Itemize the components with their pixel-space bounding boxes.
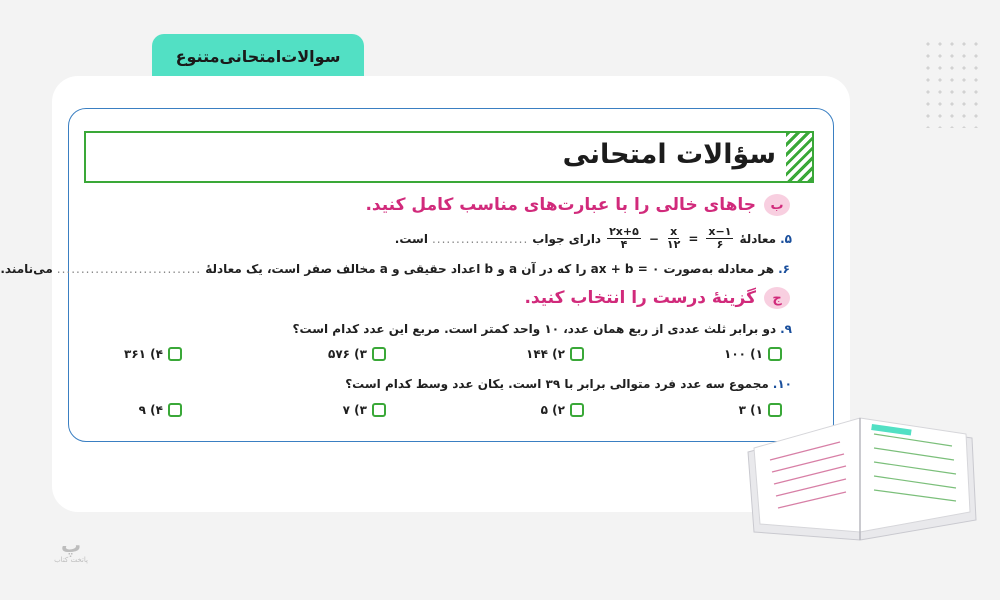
q10-option-4[interactable] bbox=[139, 403, 182, 417]
q10-option-3-label: ۳) ۷ bbox=[342, 403, 367, 417]
question-6-end: می‌نامند. bbox=[0, 262, 53, 276]
q9-option-4-label: ۴) ۳۶۱ bbox=[124, 347, 163, 361]
checkbox-icon[interactable] bbox=[570, 347, 584, 361]
equals-sign: = bbox=[688, 231, 699, 246]
banner-stripes bbox=[786, 133, 812, 181]
checkbox-icon[interactable] bbox=[372, 403, 386, 417]
fraction-2 bbox=[667, 226, 680, 251]
logo-icon: پ bbox=[60, 533, 82, 557]
question-6-text: هر معادله به‌صورت ۰ = ax + b را که در آن a و b اعداد حقیقی و a مخالف صفر است، یک معادلهٔ bbox=[205, 262, 775, 276]
fraction-3-top: ۲x+۵ bbox=[609, 225, 639, 238]
q10-option-3[interactable] bbox=[343, 403, 386, 417]
q9-option-1-label: ۱) ۱۰۰ bbox=[724, 347, 763, 361]
header-tag bbox=[152, 34, 364, 78]
q9-option-2-label: ۲) ۱۴۴ bbox=[526, 347, 565, 361]
open-book-icon bbox=[740, 382, 980, 552]
fraction-1-bottom: ۶ bbox=[716, 238, 724, 251]
section-b-title: جاهای خالی را با عبارت‌های مناسب کامل کنید. bbox=[365, 195, 756, 215]
question-10-text: مجموع سه عدد فرد متوالی برابر با ۳۹ است. یکان عدد وسط کدام است؟ bbox=[345, 377, 769, 391]
minus-sign: − bbox=[648, 231, 659, 246]
fraction-2-top: x bbox=[670, 225, 678, 238]
q10-option-4-label: ۴) ۹ bbox=[138, 403, 163, 417]
banner-title: سؤالات امتحانی bbox=[562, 139, 776, 170]
question-9-text: دو برابر ثلث عددی از ربع همان عدد، ۱۰ واحد کمتر است. مربع این عدد کدام است؟ bbox=[292, 322, 777, 336]
fraction-3 bbox=[607, 226, 641, 251]
question-5-number: ۵. bbox=[780, 231, 792, 246]
question-5-blank[interactable]: .................... bbox=[431, 231, 529, 246]
q9-option-3[interactable] bbox=[328, 347, 386, 361]
section-c-heading bbox=[524, 287, 790, 309]
decorative-dots bbox=[922, 38, 982, 128]
question-5-lead: معادلهٔ bbox=[739, 231, 777, 246]
checkbox-icon[interactable] bbox=[372, 347, 386, 361]
fraction-3-bottom: ۴ bbox=[620, 238, 628, 251]
fraction-2-bottom: ۱۲ bbox=[666, 238, 681, 251]
question-10-number: ۱۰. bbox=[772, 377, 792, 391]
question-6 bbox=[0, 262, 790, 276]
section-c-title: گزینهٔ درست را انتخاب کنید. bbox=[524, 288, 756, 308]
q9-option-1[interactable] bbox=[724, 347, 782, 361]
q9-option-2[interactable] bbox=[526, 347, 584, 361]
q10-option-2-label: ۲) ۵ bbox=[540, 403, 565, 417]
section-c-badge: ج bbox=[764, 287, 790, 309]
checkbox-icon[interactable] bbox=[570, 403, 584, 417]
question-5-middle: دارای جواب bbox=[532, 231, 602, 246]
section-banner bbox=[84, 131, 814, 183]
question-9-number: ۹. bbox=[780, 322, 792, 336]
checkbox-icon[interactable] bbox=[768, 347, 782, 361]
checkbox-icon[interactable] bbox=[168, 403, 182, 417]
q9-option-4[interactable] bbox=[124, 347, 182, 361]
checkbox-icon[interactable] bbox=[168, 347, 182, 361]
question-6-blank[interactable]: .............................. bbox=[56, 262, 202, 276]
question-6-number: ۶. bbox=[778, 262, 790, 276]
question-5 bbox=[395, 226, 792, 251]
section-b-badge: ب bbox=[764, 194, 790, 216]
section-b-heading bbox=[365, 194, 790, 216]
q10-option-2[interactable] bbox=[541, 403, 584, 417]
brand-logo bbox=[56, 534, 86, 574]
header-tag-label: سوالات‌امتحانی‌متنوع bbox=[175, 46, 341, 66]
fraction-1-top: ۱−x bbox=[708, 225, 732, 238]
fraction-1 bbox=[706, 226, 733, 251]
question-10 bbox=[345, 377, 792, 391]
logo-text: پاتخت کتاب bbox=[54, 556, 88, 564]
question-5-end: است. bbox=[394, 231, 428, 246]
q10-option-1-label: ۱) ۳ bbox=[738, 403, 763, 417]
question-9 bbox=[293, 322, 792, 336]
q9-option-3-label: ۳) ۵۷۶ bbox=[328, 347, 367, 361]
